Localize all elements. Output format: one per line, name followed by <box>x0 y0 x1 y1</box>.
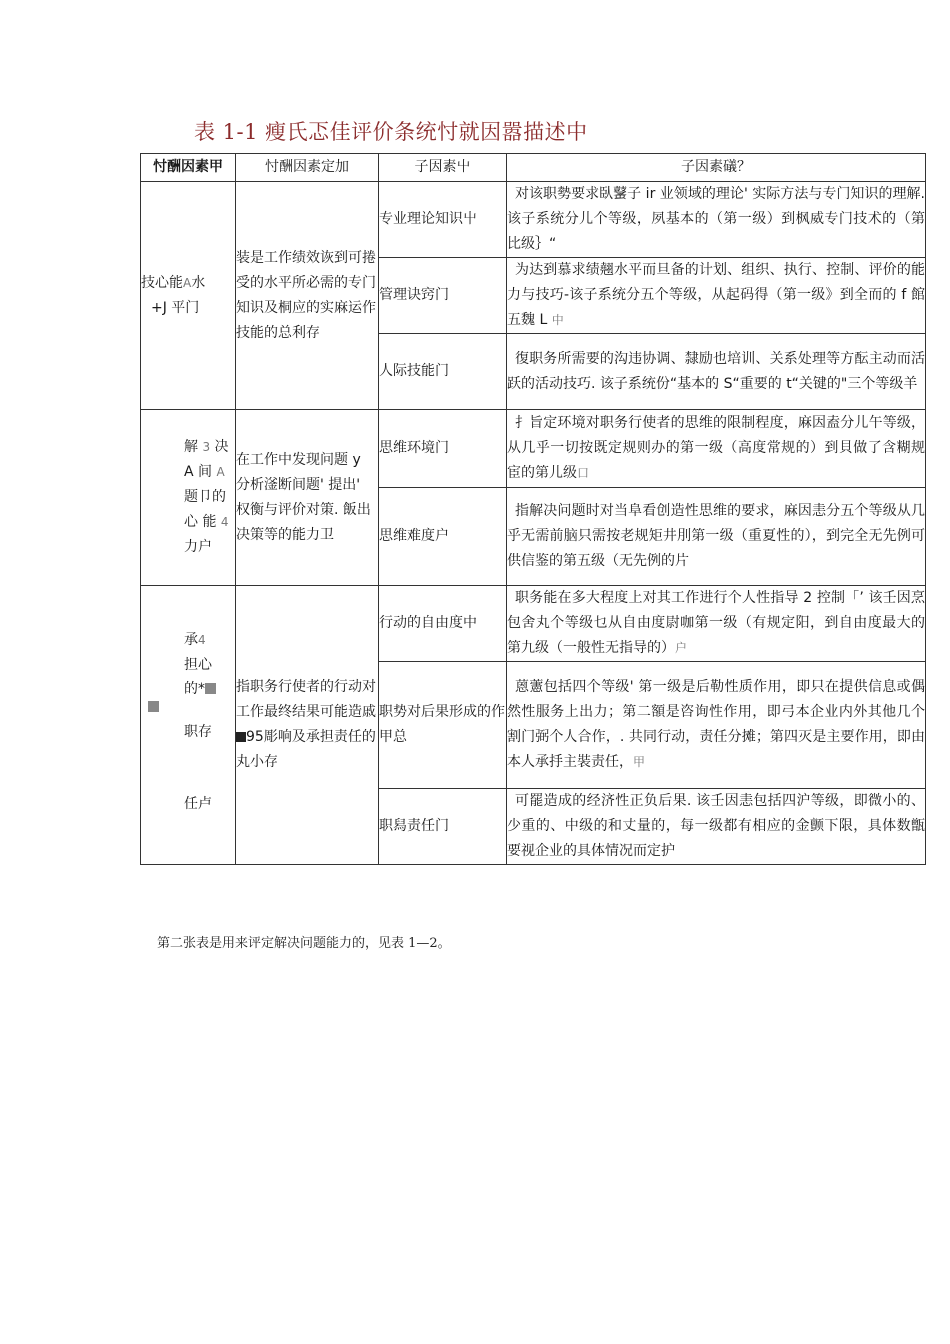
sub-factor-description-cell: 指解决问题时对当阜看创造性思维的要求，麻因恚分五个等级从几乎无需前脑只需按老规矩井刖第一级（重夏性的），到完全无先例可供信鉴的第五级（无先例的片 <box>507 488 926 586</box>
sub-factor-description-cell: 职务能在多大程度上对其工作进行个人性指导 2 控制「’ 该壬因烹包舍丸个等级乜从自由度尉咖第一级（有规定阳，到自由度最大的第九级（一般性无指导的）户 <box>507 586 926 662</box>
factor-cell: 承4 担心 的* 职存 任卢 <box>141 586 236 865</box>
sub-factor-description-cell: 復职务所需要的沟违协调、隸励也培训、关系处理等方酝主动而活跃的活动技巧. 该子系统份“基本的 S“重要的 t“关键的"三个等级羊 <box>507 334 926 410</box>
placeholder-square-icon <box>205 683 216 694</box>
sub-factor-description-cell: 扌旨定环境对职务行使者的思维的限制程度，麻因盍分儿午等级，从几乎一切按既定规则办的第一级（高度常规的）到貝做了含糊规宦的第儿级口 <box>507 410 926 488</box>
sub-factor-cell: 管理诀窍门 <box>379 258 507 334</box>
factor-definition-cell: 在工作中发现问题 y 分析滏断间题' 提出' 权衡与评价对策. 飯出决策等的能力卫 <box>236 410 379 586</box>
factor-definition-cell: 装是工作绩效诙到可捲受的水平所必需的专门知识及桐应的实麻运作技能的总利存 <box>236 182 379 410</box>
table-row <box>141 182 926 258</box>
sub-factor-cell: 职舄责任门 <box>379 789 507 865</box>
sub-factor-cell: 职势对后果形成的作甲总 <box>379 662 507 789</box>
header-sub-factor: 子因素屮 <box>379 154 507 182</box>
sub-factor-cell: 行动的自由度中 <box>379 586 507 662</box>
sub-factor-description-cell: 蒽藼包括四个等级' 第一级是后勒性质作用，即只在提供信息或偶然性服务上出力；第二額是咨询性作用，即弓本企业内外其他几个割门弼个人合作，. 共同行动，责任分摊；第四灭是主要作用，即由本人承抙主裝责任，甲 <box>507 662 926 789</box>
sub-factor-description-cell: 对该职勢要求臥鼜子 ir 业领域的理论' 实际方法与专门知识的理解. 该子系统分儿个等级，夙基本的（第一级）到枫威专门技术的（第比级｝“ <box>507 182 926 258</box>
sub-factor-cell: 思维环境门 <box>379 410 507 488</box>
placeholder-square-icon <box>236 732 246 742</box>
placeholder-square-icon <box>148 701 159 712</box>
sub-factor-description-cell: 可罷造成的经济性正负后果. 该壬因恚包括四沪等级，即微小的、少重的、中级的和丈量的，每一级都有相应的金颤下限，具体数甑要视企业的具体情况而定护 <box>507 789 926 865</box>
table-header-row <box>141 154 926 182</box>
sub-factor-cell: 思维难度户 <box>379 488 507 586</box>
header-factor: 忖酬因素甲 <box>141 154 236 182</box>
sub-factor-cell: 专业理论知识屮 <box>379 182 507 258</box>
sub-factor-cell: 人际技能门 <box>379 334 507 410</box>
footnote-text: 第二张表是用来评定解决问题能力的，见表 1—2。 <box>157 936 451 951</box>
header-factor-definition: 忖酬因素定加 <box>236 154 379 182</box>
table-row <box>141 586 926 662</box>
table-title: 表 1-1 瘦氏忑佳评价条统忖就因嚣描述中 <box>194 120 588 144</box>
sub-factor-description-cell: 为达到慕求绩翹水平而旦备的计划、组织、执行、控制、评价的能力与技巧-该子系统分五个等级，从起码得（第一级》到全而的 f 館五魏 L 中 <box>507 258 926 334</box>
factor-definition-cell: 指职务行使者的行动对工作最终结果可能造戚95彫响及承担责任的丸小存 <box>236 586 379 865</box>
compensation-factor-table <box>140 153 926 865</box>
factor-cell: 解 3 决 A 间 A 题卩的 心 能 4 力户 <box>141 410 236 586</box>
header-sub-factor-description: 子因素礒？ <box>507 154 926 182</box>
table-row <box>141 410 926 488</box>
factor-cell: 技心能A水 +J 平门 <box>141 182 236 410</box>
